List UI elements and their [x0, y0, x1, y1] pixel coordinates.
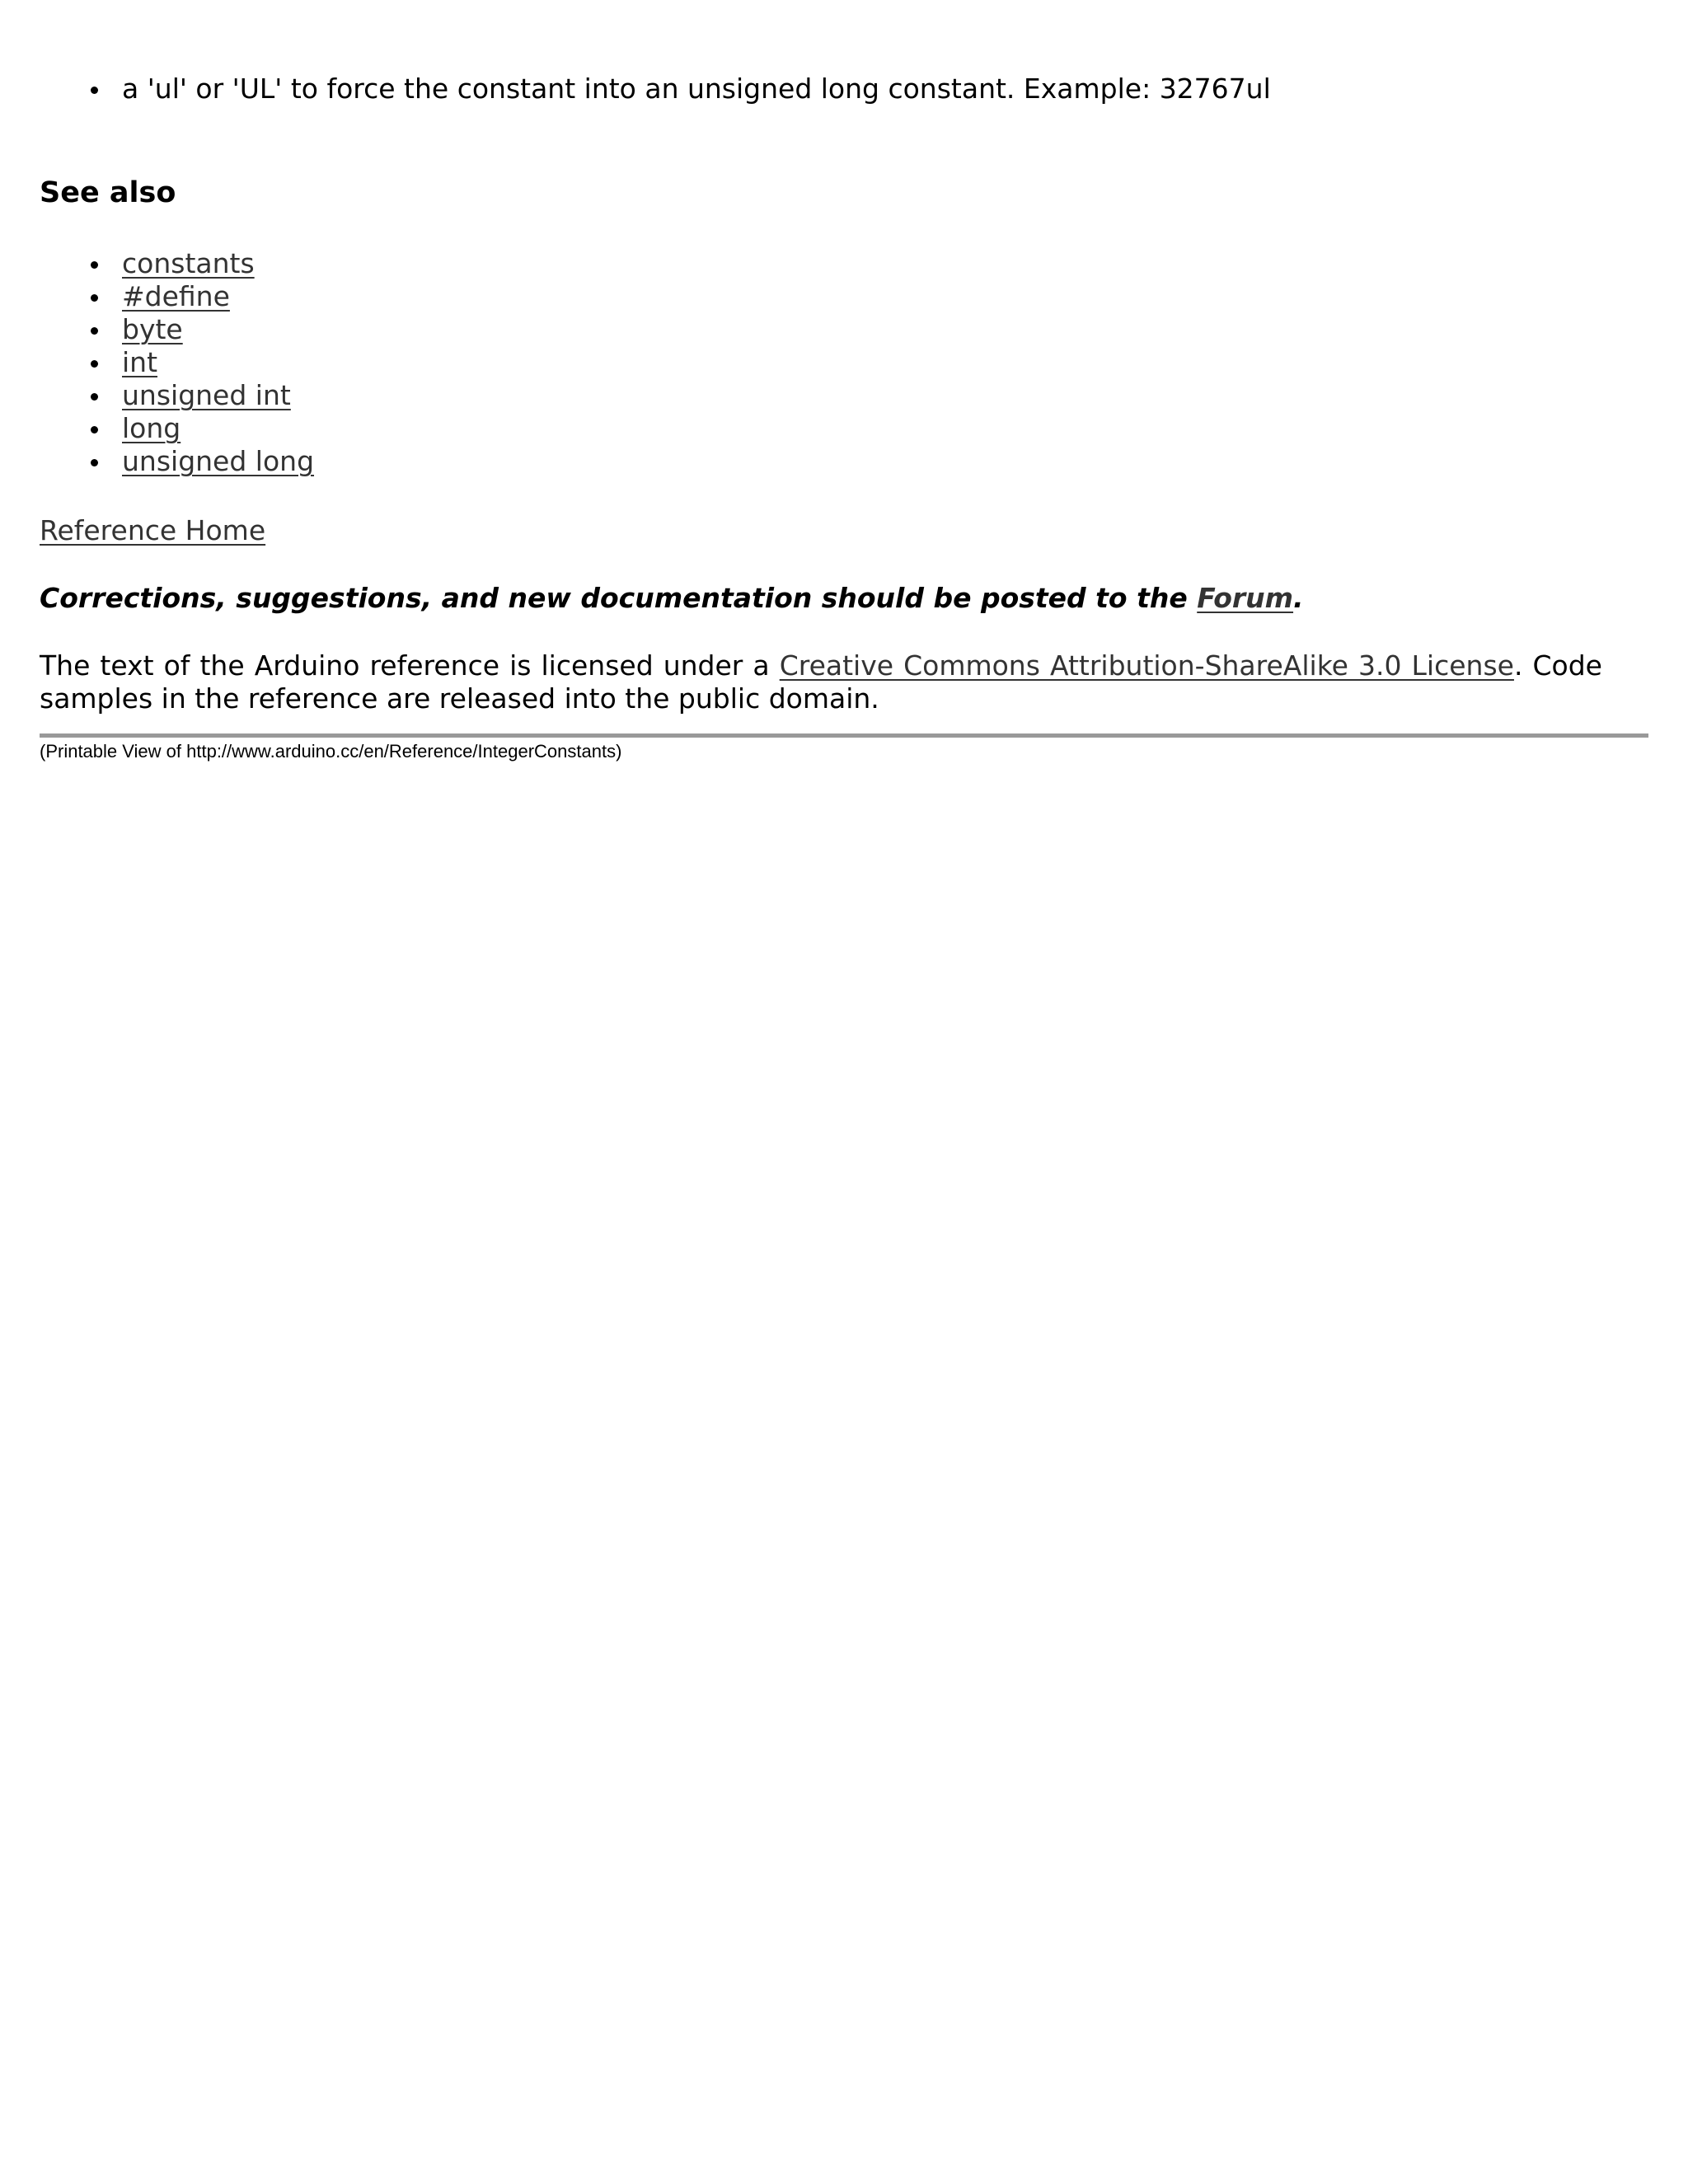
see-also-list: [40, 247, 314, 478]
suffix-list: [40, 73, 1271, 105]
link-define[interactable]: #define: [122, 280, 230, 312]
link-constants[interactable]: constants: [122, 247, 255, 279]
see-also-item-int: [40, 346, 314, 379]
license-text-before: The text of the Arduino reference is licensed under a: [40, 649, 780, 682]
corrections-note: [40, 582, 1304, 615]
reference-home-link[interactable]: Reference Home: [40, 514, 266, 546]
link-byte[interactable]: byte: [122, 313, 183, 345]
printable-view-note: (Printable View of http://www.arduino.cc/en/Reference/IntegerConstants): [40, 741, 622, 762]
link-int[interactable]: int: [122, 346, 158, 378]
see-also-item-unsigned-int: [40, 379, 314, 412]
see-also-heading: See also: [40, 176, 176, 209]
license-paragraph: [40, 649, 1602, 715]
see-also-item-define: [40, 280, 314, 313]
corrections-text: Corrections, suggestions, and new documentation should be posted to the: [40, 582, 1198, 614]
see-also-item-unsigned-long: [40, 445, 314, 478]
see-also-item-byte: [40, 313, 314, 346]
link-unsigned-long[interactable]: unsigned long: [122, 445, 315, 477]
reference-home-paragraph: [40, 514, 265, 547]
license-text-after: . Code samples in the reference are released into the public domain.: [40, 649, 1602, 715]
corrections-period: .: [1293, 582, 1304, 614]
list-item: a 'ul' or 'UL' to force the constant into an unsigned long constant. Example: 32767ul: [40, 73, 1271, 105]
link-long[interactable]: long: [122, 412, 181, 444]
see-also-item-constants: [40, 247, 314, 280]
forum-link[interactable]: Forum: [1197, 582, 1294, 614]
license-link[interactable]: Creative Commons Attribution-ShareAlike 3.0 License: [779, 649, 1514, 682]
link-unsigned-int[interactable]: unsigned int: [122, 379, 291, 411]
see-also-item-long: [40, 412, 314, 445]
horizontal-rule: [40, 733, 1648, 738]
